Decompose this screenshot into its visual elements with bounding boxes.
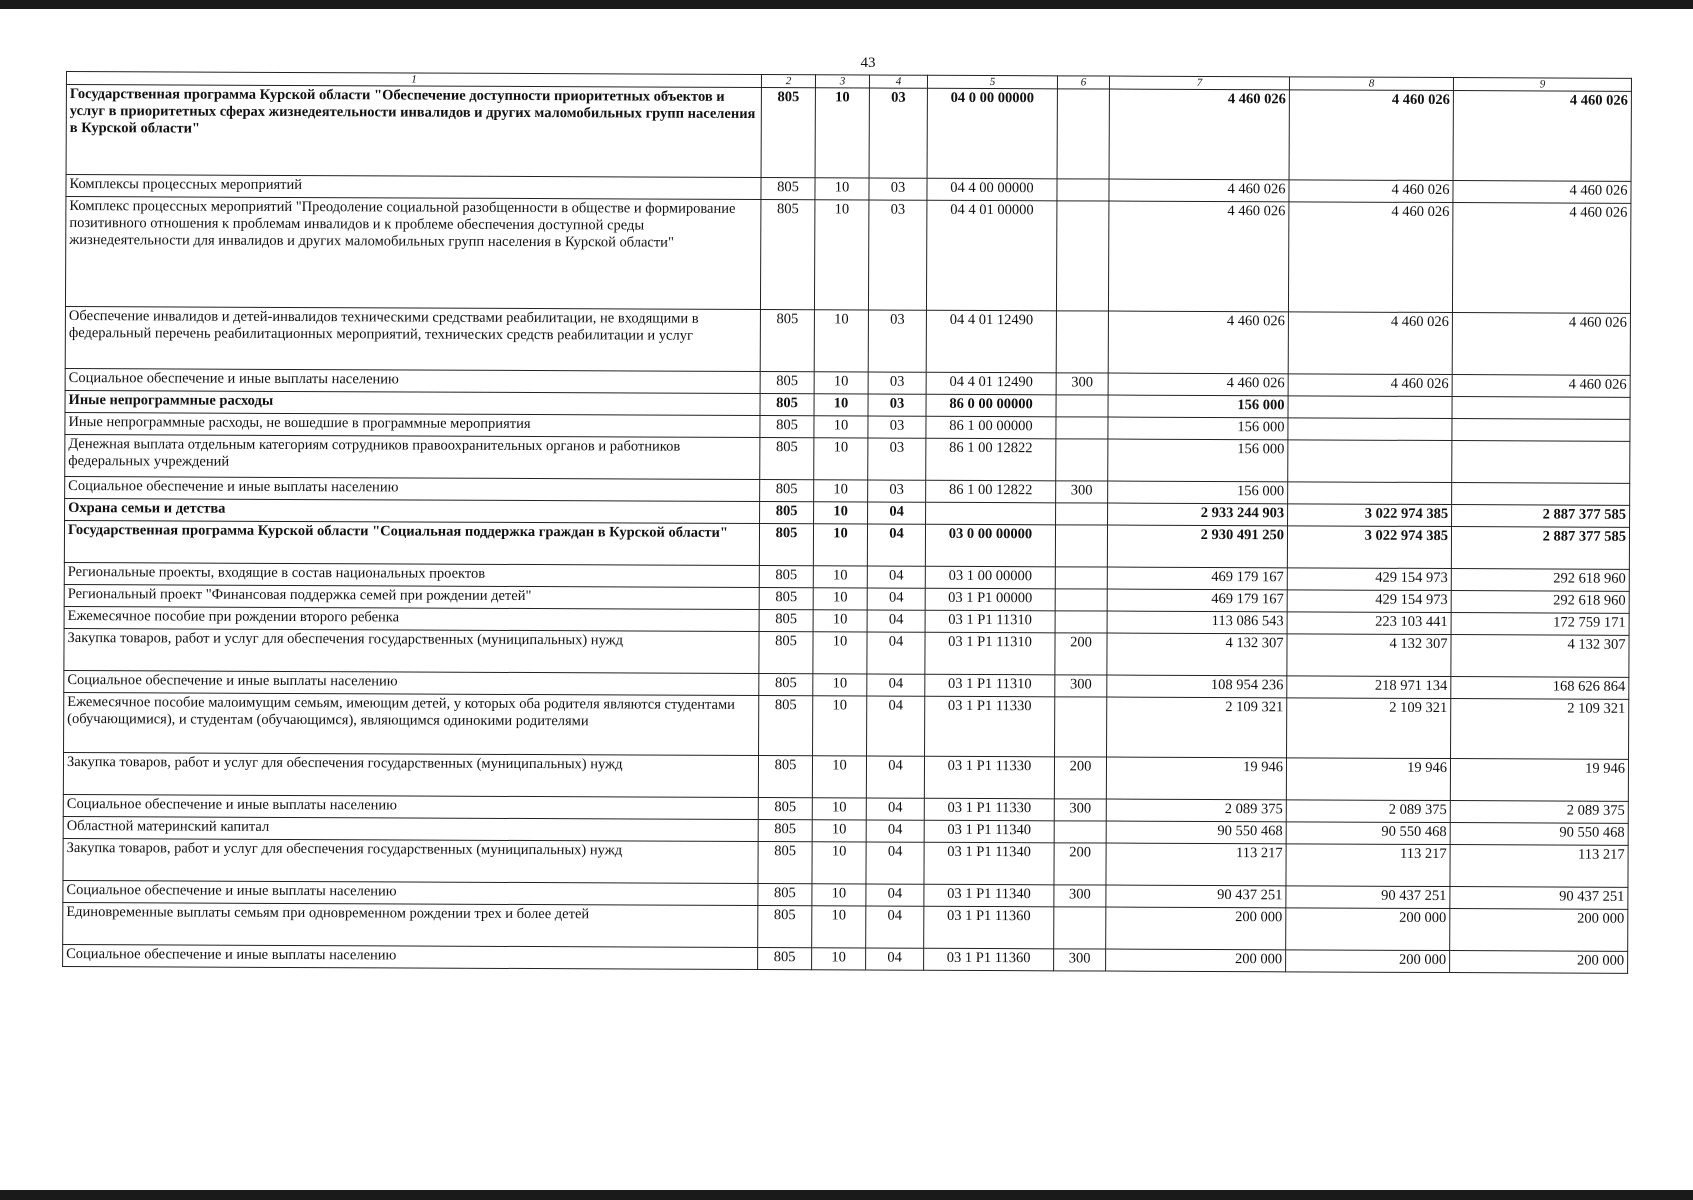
expense-type-code xyxy=(1056,417,1108,439)
target-article-code: 04 4 01 00000 xyxy=(926,200,1056,311)
target-article-code: 03 1 P1 11310 xyxy=(925,610,1055,633)
expense-type-code: 300 xyxy=(1054,885,1106,907)
amount-year-3 xyxy=(1452,483,1630,506)
amount-year-2: 4 132 307 xyxy=(1287,634,1451,677)
amount-year-2: 200 000 xyxy=(1286,950,1450,973)
amount-year-2: 90 550 468 xyxy=(1286,822,1450,845)
amount-year-2: 2 089 375 xyxy=(1286,800,1450,823)
table-row xyxy=(64,692,1629,759)
amount-year-1: 156 000 xyxy=(1108,395,1288,418)
amount-year-3 xyxy=(1452,419,1630,442)
amount-year-1: 2 109 321 xyxy=(1107,697,1287,758)
row-name: Региональные проекты, входящие в состав национальных проектов xyxy=(64,562,759,587)
amount-year-1: 19 946 xyxy=(1106,757,1286,800)
target-article-code: 86 1 00 12822 xyxy=(926,438,1056,481)
row-name: Ежемесячное пособие при рождении второго ребенка xyxy=(64,606,759,631)
target-article-code: 86 1 00 12822 xyxy=(926,480,1056,503)
expense-type-code: 300 xyxy=(1056,481,1108,503)
target-article-code xyxy=(926,502,1056,525)
ministry-code: 805 xyxy=(758,906,812,948)
amount-year-1: 200 000 xyxy=(1106,907,1286,950)
amount-year-2: 3 022 974 385 xyxy=(1287,526,1451,569)
amount-year-1: 113 086 543 xyxy=(1107,611,1287,634)
subsection-code: 04 xyxy=(867,632,925,674)
amount-year-2: 113 217 xyxy=(1286,844,1450,887)
row-name: Иные непрограммные расходы xyxy=(65,390,760,415)
amount-year-3: 4 460 026 xyxy=(1452,313,1630,376)
subsection-code: 04 xyxy=(866,842,924,884)
amount-year-1: 200 000 xyxy=(1106,949,1286,972)
ministry-code: 805 xyxy=(759,610,813,632)
expense-type-code: 300 xyxy=(1055,675,1107,697)
subsection-code: 04 xyxy=(866,798,924,820)
row-name: Государственная программа Курской области "Социальная поддержка граждан в Курской области" xyxy=(64,520,759,565)
section-code: 10 xyxy=(814,394,868,416)
target-article-code: 03 1 P1 11340 xyxy=(924,884,1054,907)
ministry-code: 805 xyxy=(758,884,812,906)
ministry-code: 805 xyxy=(759,588,813,610)
amount-year-2: 4 460 026 xyxy=(1289,90,1453,181)
target-article-code: 03 1 P1 11340 xyxy=(924,820,1054,843)
expense-type-code xyxy=(1054,821,1106,843)
ministry-code: 805 xyxy=(760,200,814,310)
amount-year-1: 2 930 491 250 xyxy=(1107,525,1287,568)
subsection-code: 04 xyxy=(867,566,925,588)
amount-year-2: 4 460 026 xyxy=(1288,202,1452,313)
ministry-code: 805 xyxy=(760,480,814,502)
expense-type-code xyxy=(1055,611,1107,633)
target-article-code: 04 0 00 00000 xyxy=(927,88,1057,179)
table-row xyxy=(66,85,1631,182)
section-code: 10 xyxy=(812,820,866,842)
section-code: 10 xyxy=(814,310,868,372)
column-number: 5 xyxy=(927,75,1057,89)
expense-type-code: 200 xyxy=(1055,633,1107,675)
section-code: 10 xyxy=(815,88,869,178)
row-name: Социальное обеспечение и иные выплаты населению xyxy=(65,368,760,393)
amount-year-2: 200 000 xyxy=(1286,908,1450,951)
column-number: 8 xyxy=(1289,77,1453,91)
row-name: Закупка товаров, работ и услуг для обеспечения государственных (муниципальных) нужд xyxy=(63,838,758,883)
amount-year-1: 4 132 307 xyxy=(1107,633,1287,676)
amount-year-2: 429 154 973 xyxy=(1287,590,1451,613)
target-article-code: 03 1 P1 11360 xyxy=(924,948,1054,971)
section-code: 10 xyxy=(812,884,866,906)
ministry-code: 805 xyxy=(759,696,813,756)
subsection-code: 03 xyxy=(868,200,926,310)
row-name: Охрана семьи и детства xyxy=(65,498,760,523)
ministry-code: 805 xyxy=(758,842,812,884)
expense-type-code: 300 xyxy=(1056,373,1108,395)
subsection-code: 04 xyxy=(867,610,925,632)
expense-type-code xyxy=(1055,589,1107,611)
amount-year-2: 3 022 974 385 xyxy=(1288,504,1452,527)
amount-year-1: 90 550 468 xyxy=(1106,821,1286,844)
section-code: 10 xyxy=(815,178,869,200)
subsection-code: 04 xyxy=(867,588,925,610)
expense-type-code xyxy=(1055,697,1107,757)
expense-type-code xyxy=(1056,311,1108,373)
ministry-code: 805 xyxy=(760,502,814,524)
section-code: 10 xyxy=(814,416,868,438)
target-article-code: 86 1 00 00000 xyxy=(926,416,1056,439)
scan-border-top xyxy=(0,0,1693,9)
amount-year-1: 2 933 244 903 xyxy=(1108,503,1288,526)
section-code: 10 xyxy=(812,842,866,884)
scan-border-bottom xyxy=(0,1190,1693,1200)
target-article-code: 86 0 00 00000 xyxy=(926,394,1056,417)
ministry-code: 805 xyxy=(760,438,814,480)
target-article-code: 03 1 P1 11340 xyxy=(924,842,1054,885)
expense-type-code: 200 xyxy=(1054,757,1106,799)
amount-year-2 xyxy=(1288,396,1452,419)
subsection-code: 03 xyxy=(869,178,927,200)
budget-table xyxy=(62,71,1632,974)
amount-year-2: 4 460 026 xyxy=(1289,180,1453,203)
amount-year-3: 4 132 307 xyxy=(1451,635,1629,678)
amount-year-1: 2 089 375 xyxy=(1106,799,1286,822)
subsection-code: 03 xyxy=(868,438,926,480)
column-number: 7 xyxy=(1109,76,1289,90)
section-code: 10 xyxy=(814,502,868,524)
section-code: 10 xyxy=(812,798,866,820)
amount-year-1: 156 000 xyxy=(1108,481,1288,504)
amount-year-1: 113 217 xyxy=(1106,843,1286,886)
section-code: 10 xyxy=(812,756,866,798)
row-name: Ежемесячное пособие малоимущим семьям, имеющим детей, у которых оба родителя являются студентами (обучающимися), и студентам (обучающимся), являющимся одинокими родителями xyxy=(64,692,759,755)
subsection-code: 04 xyxy=(866,884,924,906)
amount-year-1: 469 179 167 xyxy=(1107,567,1287,590)
amount-year-3: 2 887 377 585 xyxy=(1452,505,1630,528)
section-code: 10 xyxy=(813,524,867,566)
ministry-code: 805 xyxy=(761,178,815,200)
ministry-code: 805 xyxy=(760,394,814,416)
amount-year-3: 2 089 375 xyxy=(1450,801,1628,824)
amount-year-2: 4 460 026 xyxy=(1288,374,1452,397)
amount-year-3: 4 460 026 xyxy=(1452,375,1630,398)
amount-year-1: 4 460 026 xyxy=(1109,179,1289,202)
amount-year-3: 2 887 377 585 xyxy=(1451,527,1629,570)
target-article-code: 04 4 01 12490 xyxy=(926,310,1056,373)
table-row xyxy=(65,306,1630,375)
subsection-code: 03 xyxy=(868,372,926,394)
ministry-code: 805 xyxy=(759,524,813,566)
expense-type-code xyxy=(1054,907,1106,949)
amount-year-3: 90 437 251 xyxy=(1450,887,1628,910)
target-article-code: 03 1 P1 11360 xyxy=(924,906,1054,949)
amount-year-3: 19 946 xyxy=(1450,759,1628,802)
section-code: 10 xyxy=(814,480,868,502)
table-row xyxy=(63,752,1628,801)
row-name: Обеспечение инвалидов и детей-инвалидов техническими средствами реабилитации, не входящими в федеральный перечень реабилитационных мероприятий, технических средств реабилитации и услуг xyxy=(65,306,760,371)
subsection-code: 03 xyxy=(868,394,926,416)
row-name: Единовременные выплаты семьям при одновременном рождении трех и более детей xyxy=(63,902,758,947)
target-article-code: 03 1 00 00000 xyxy=(925,566,1055,589)
ministry-code: 805 xyxy=(758,798,812,820)
amount-year-3: 200 000 xyxy=(1450,909,1628,952)
target-article-code: 04 4 01 12490 xyxy=(926,372,1056,395)
column-number: 6 xyxy=(1057,76,1109,89)
section-code: 10 xyxy=(813,674,867,696)
ministry-code: 805 xyxy=(761,88,815,178)
amount-year-2 xyxy=(1288,418,1452,441)
amount-year-2: 4 460 026 xyxy=(1288,312,1452,375)
amount-year-3: 172 759 171 xyxy=(1451,613,1629,636)
amount-year-3: 4 460 026 xyxy=(1452,203,1630,314)
table-row xyxy=(63,838,1628,887)
subsection-code: 04 xyxy=(866,820,924,842)
target-article-code: 03 1 P1 11330 xyxy=(924,798,1054,821)
section-code: 10 xyxy=(813,696,867,756)
target-article-code: 03 0 00 00000 xyxy=(925,524,1055,567)
column-number: 3 xyxy=(815,75,869,88)
section-code: 10 xyxy=(812,906,866,948)
amount-year-1: 469 179 167 xyxy=(1107,589,1287,612)
table-row xyxy=(65,434,1630,483)
amount-year-1: 108 954 236 xyxy=(1107,675,1287,698)
expense-type-code xyxy=(1055,567,1107,589)
amount-year-3: 168 626 864 xyxy=(1451,677,1629,700)
column-number: 4 xyxy=(869,75,927,88)
amount-year-2: 429 154 973 xyxy=(1287,568,1451,591)
ministry-code: 805 xyxy=(760,372,814,394)
ministry-code: 805 xyxy=(758,756,812,798)
amount-year-2: 90 437 251 xyxy=(1286,886,1450,909)
subsection-code: 04 xyxy=(866,756,924,798)
ministry-code: 805 xyxy=(759,632,813,674)
amount-year-3: 4 460 026 xyxy=(1453,91,1631,182)
expense-type-code: 300 xyxy=(1054,799,1106,821)
subsection-code: 03 xyxy=(868,310,926,372)
amount-year-1: 156 000 xyxy=(1108,439,1288,482)
target-article-code: 03 1 P1 00000 xyxy=(925,588,1055,611)
row-name: Социальное обеспечение и иные выплаты населению xyxy=(63,944,758,969)
row-name: Социальное обеспечение и иные выплаты населению xyxy=(63,880,758,905)
amount-year-2: 218 971 134 xyxy=(1287,676,1451,699)
subsection-code: 03 xyxy=(868,480,926,502)
amount-year-3: 90 550 468 xyxy=(1450,823,1628,846)
subsection-code: 04 xyxy=(867,696,925,756)
amount-year-3 xyxy=(1452,397,1630,420)
expense-type-code xyxy=(1056,395,1108,417)
column-number: 2 xyxy=(761,75,815,88)
section-code: 10 xyxy=(813,588,867,610)
subsection-code: 04 xyxy=(867,524,925,566)
row-name: Иные непрограммные расходы, не вошедшие в программные мероприятия xyxy=(65,412,760,437)
row-name: Комплекс процессных мероприятий "Преодоление социальной разобщенности в обществе и формирование позитивного отношения к проблемам инвалидов и к проблеме обеспечения доступной среды жизнедеятельности для инвалидов и других маломобильных групп населения в Курской области" xyxy=(65,197,760,310)
target-article-code: 03 1 P1 11310 xyxy=(925,674,1055,697)
row-name: Денежная выплата отдельным категориям сотрудников правоохранительных органов и работников федеральных учреждений xyxy=(65,434,760,479)
row-name: Государственная программа Курской области "Обеспечение доступности приоритетных объектов и услуг в приоритетных сферах жизнедеятельности инвалидов и других маломобильных групп населения в Курской области" xyxy=(66,85,761,178)
expense-type-code xyxy=(1056,201,1108,311)
amount-year-3: 2 109 321 xyxy=(1451,699,1629,760)
section-code: 10 xyxy=(813,566,867,588)
subsection-code: 04 xyxy=(868,502,926,524)
ministry-code: 805 xyxy=(760,310,814,372)
section-code: 10 xyxy=(813,632,867,674)
section-code: 10 xyxy=(812,948,866,970)
amount-year-2 xyxy=(1288,440,1452,483)
section-code: 10 xyxy=(814,200,868,310)
ministry-code: 805 xyxy=(758,948,812,970)
table-row xyxy=(64,628,1629,677)
page-number: 43 xyxy=(860,55,876,71)
target-article-code: 03 1 P1 11310 xyxy=(925,632,1055,675)
amount-year-3: 292 618 960 xyxy=(1451,569,1629,592)
row-name: Областной материнский капитал xyxy=(63,816,758,841)
amount-year-1: 4 460 026 xyxy=(1108,311,1288,374)
table-row xyxy=(65,197,1630,314)
target-article-code: 03 1 P1 11330 xyxy=(925,696,1055,757)
expense-type-code: 300 xyxy=(1054,949,1106,971)
subsection-code: 04 xyxy=(866,948,924,970)
amount-year-3: 292 618 960 xyxy=(1451,591,1629,614)
row-name: Закупка товаров, работ и услуг для обеспечения государственных (муниципальных) нужд xyxy=(64,628,759,673)
section-code: 10 xyxy=(813,610,867,632)
amount-year-3: 113 217 xyxy=(1450,845,1628,888)
subsection-code: 04 xyxy=(866,906,924,948)
row-name: Закупка товаров, работ и услуг для обеспечения государственных (муниципальных) нужд xyxy=(63,752,758,797)
amount-year-1: 4 460 026 xyxy=(1109,89,1289,180)
row-name: Социальное обеспечение и иные выплаты населению xyxy=(63,794,758,819)
ministry-code: 805 xyxy=(758,820,812,842)
amount-year-2 xyxy=(1288,482,1452,505)
table-row xyxy=(63,902,1628,951)
expense-type-code xyxy=(1056,439,1108,481)
section-code: 10 xyxy=(814,438,868,480)
subsection-code: 04 xyxy=(867,674,925,696)
amount-year-2: 223 103 441 xyxy=(1287,612,1451,635)
ministry-code: 805 xyxy=(759,674,813,696)
expense-type-code: 200 xyxy=(1054,843,1106,885)
row-name: Комплексы процессных мероприятий xyxy=(66,175,761,200)
amount-year-2: 2 109 321 xyxy=(1287,698,1451,759)
row-name: Региональный проект "Финансовая поддержка семей при рождении детей" xyxy=(64,584,759,609)
amount-year-2: 19 946 xyxy=(1286,758,1450,801)
target-article-code: 03 1 P1 11330 xyxy=(924,756,1054,799)
row-name: Социальное обеспечение и иные выплаты населению xyxy=(65,476,760,501)
column-number: 9 xyxy=(1453,78,1631,92)
amount-year-1: 4 460 026 xyxy=(1108,201,1288,312)
amount-year-3: 4 460 026 xyxy=(1453,181,1631,204)
expense-type-code xyxy=(1056,503,1108,525)
amount-year-1: 4 460 026 xyxy=(1108,373,1288,396)
amount-year-1: 156 000 xyxy=(1108,417,1288,440)
ministry-code: 805 xyxy=(760,416,814,438)
ministry-code: 805 xyxy=(759,566,813,588)
subsection-code: 03 xyxy=(868,416,926,438)
section-code: 10 xyxy=(814,372,868,394)
amount-year-3 xyxy=(1452,441,1630,484)
target-article-code: 04 4 00 00000 xyxy=(927,178,1057,201)
row-name: Социальное обеспечение и иные выплаты населению xyxy=(64,670,759,695)
expense-type-code xyxy=(1055,525,1107,567)
column-number: 1 xyxy=(66,72,761,88)
amount-year-3: 200 000 xyxy=(1450,951,1628,974)
expense-type-code xyxy=(1057,179,1109,201)
subsection-code: 03 xyxy=(869,88,927,178)
expense-type-code xyxy=(1057,89,1109,179)
amount-year-1: 90 437 251 xyxy=(1106,885,1286,908)
table-row xyxy=(64,520,1629,569)
